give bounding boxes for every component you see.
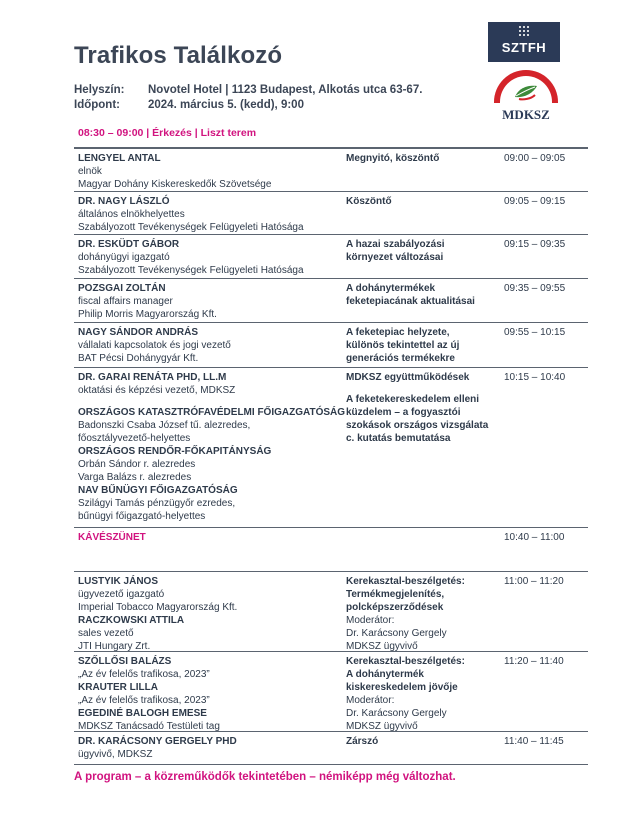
entry-heading: EGEDINÉ BALOGH EMESE <box>78 708 207 719</box>
time-label: Időpont: <box>74 99 120 111</box>
entry-heading: küzdelem – a fogyasztói <box>346 407 461 418</box>
entry-heading: Köszöntő <box>346 196 392 207</box>
entry-line: Imperial Tobacco Magyarország Kft. <box>78 602 238 613</box>
entry-line: oktatási és képzési vezető, MDKSZ <box>78 385 236 396</box>
entry-heading: LENGYEL ANTAL <box>78 153 161 164</box>
entry-line: sales vezető <box>78 628 134 639</box>
entry-heading: A feketekereskedelem elleni <box>346 394 480 405</box>
dots-icon <box>518 25 530 37</box>
topic-cell <box>346 282 496 308</box>
entry-line: Dr. Karácsony Gergely <box>346 628 447 639</box>
entry-heading: ORSZÁGOS KATASZTRÓFAVÉDELMI FŐIGAZGATÓSÁG <box>78 407 346 418</box>
entry-heading: Zárszó <box>346 736 379 747</box>
topic-cell <box>346 575 496 653</box>
entry-line: Magyar Dohány Kiskereskedők Szövetsége <box>78 179 272 190</box>
agenda-row <box>74 732 588 765</box>
agenda-row <box>74 192 588 235</box>
speaker-cell <box>78 195 340 234</box>
agenda-row <box>74 368 588 528</box>
speaker-cell <box>78 371 346 523</box>
time-cell: 09:35 – 09:55 <box>504 283 566 294</box>
entry-line: vállalati kapcsolatok és jogi vezető <box>78 340 231 351</box>
entry-line: BAT Pécsi Dohánygyár Kft. <box>78 353 199 364</box>
entry-line: MDKSZ ügyvivő <box>346 641 418 652</box>
entry-heading: LUSTYIK JÁNOS <box>78 576 159 587</box>
agenda-row <box>74 279 588 323</box>
agenda-row <box>74 235 588 279</box>
entry-line: „Az év felelős trafikosa, 2023” <box>78 695 210 706</box>
entry-line: általános elnökhelyettes <box>78 209 185 220</box>
venue-label: Helyszín: <box>74 84 125 96</box>
entry-heading: A feketepiac helyzete, <box>346 327 450 338</box>
time-cell: 10:15 – 10:40 <box>504 372 566 383</box>
entry-heading: SZŐLLŐSI BALÁZS <box>78 656 172 667</box>
entry-heading: DR. ESKÜDT GÁBOR <box>78 239 180 250</box>
speaker-cell <box>78 282 340 321</box>
entry-line: Szabályozott Tevékenységek Felügyeleti Hatósága <box>78 222 304 233</box>
time-cell: 09:55 – 10:15 <box>504 327 566 338</box>
agenda-row <box>74 149 588 192</box>
tobacco-leaf-icon <box>513 83 539 101</box>
entry-heading: DR. GARAI RENÁTA PHD, LL.M <box>78 372 227 383</box>
topic-cell <box>346 735 496 748</box>
entry-line: Szabályozott Tevékenységek Felügyeleti Hatósága <box>78 265 304 276</box>
arrival-line: 08:30 – 09:00 | Érkezés | Liszt terem <box>78 127 257 139</box>
agenda-row <box>74 323 588 368</box>
sztfh-logo-text: SZTFH <box>501 40 547 55</box>
speaker-cell <box>78 655 340 733</box>
spacer <box>78 397 340 406</box>
entry-line: dohányügyi igazgató <box>78 252 170 263</box>
entry-line: Philip Morris Magyarország Kft. <box>78 309 217 320</box>
time-value: 2024. március 5. (kedd), 9:00 <box>148 99 304 111</box>
entry-heading: KRAUTER LILLA <box>78 682 158 693</box>
agenda-row <box>74 572 588 652</box>
topic-cell <box>346 195 496 208</box>
speaker-cell <box>78 238 340 277</box>
topic-cell <box>346 238 496 264</box>
entry-line: Dr. Karácsony Gergely <box>346 708 447 719</box>
entry-line: Szilágyi Tamás pénzügyőr ezredes, <box>78 498 236 509</box>
entry-heading: RACZKOWSKI ATTILA <box>78 615 185 626</box>
entry-heading: kiskereskedelem jövője <box>346 682 458 693</box>
entry-line: Orbán Sándor r. alezredes <box>78 459 196 470</box>
entry-heading: feketepiacának aktualitásai <box>346 296 475 307</box>
entry-heading: környezet változásai <box>346 252 444 263</box>
topic-cell <box>346 326 496 365</box>
entry-heading: szokások országos vizsgálata <box>346 420 489 431</box>
entry-heading: A hazai szabályozási <box>346 239 445 250</box>
entry-line: MDKSZ Tanácsadó Testületi tag <box>78 721 220 732</box>
speaker-cell <box>78 152 340 191</box>
topic-cell <box>346 655 496 733</box>
venue-value: Novotel Hotel | 1123 Budapest, Alkotás utca 63-67. <box>148 84 423 96</box>
entry-heading: ORSZÁGOS RENDŐR-FŐKAPITÁNYSÁG <box>78 446 272 457</box>
mdksz-logo <box>490 66 562 130</box>
entry-heading: DR. KARÁCSONY GERGELY PHD <box>78 736 237 747</box>
mdksz-logo-text: MDKSZ <box>502 107 550 122</box>
entry-line: Moderátor: <box>346 695 395 706</box>
speaker-cell <box>78 575 340 653</box>
speaker-cell <box>78 735 340 761</box>
agenda-table <box>74 147 588 765</box>
agenda-row <box>74 652 588 732</box>
time-cell: 09:15 – 09:35 <box>504 239 566 250</box>
entry-heading: NAGY SÁNDOR ANDRÁS <box>78 327 199 338</box>
entry-line: Badonszki Csaba József tű. alezredes, <box>78 420 251 431</box>
entry-line: fiscal affairs manager <box>78 296 173 307</box>
topic-cell <box>346 152 496 165</box>
entry-heading: A dohánytermékek <box>346 283 436 294</box>
entry-heading: MDKSZ együttműködések <box>346 372 470 383</box>
entry-heading: c. kutatás bemutatása <box>346 433 451 444</box>
venue-line <box>74 84 422 96</box>
entry-heading: generációs termékekre <box>346 353 455 364</box>
speaker-cell <box>78 531 340 544</box>
time-cell: 09:00 – 09:05 <box>504 153 566 164</box>
time-cell: 11:20 – 11:40 <box>504 656 564 667</box>
entry-line: ügyvezető igazgató <box>78 589 165 600</box>
entry-heading: különös tekintettel az új <box>346 340 460 351</box>
time-cell: 11:00 – 11:20 <box>504 576 564 587</box>
entry-line: KÁVÉSZÜNET <box>78 532 146 543</box>
entry-heading: polcképszerződések <box>346 602 444 613</box>
entry-line: főosztályvezető-helyettes <box>78 433 191 444</box>
spacer <box>346 384 496 393</box>
agenda-row <box>74 528 588 572</box>
page-title: Trafikos Találkozó <box>74 42 283 69</box>
time-cell: 11:40 – 11:45 <box>504 736 564 747</box>
entry-heading: Kerekasztal-beszélgetés: <box>346 656 465 667</box>
entry-line: elnök <box>78 166 102 177</box>
sztfh-logo <box>488 22 560 62</box>
entry-heading: Kerekasztal-beszélgetés: <box>346 576 465 587</box>
entry-heading: POZSGAI ZOLTÁN <box>78 283 166 294</box>
entry-heading: DR. NAGY LÁSZLÓ <box>78 196 170 207</box>
entry-line: Moderátor: <box>346 615 395 626</box>
entry-line: ügyvivő, MDKSZ <box>78 749 153 760</box>
entry-line: JTI Hungary Zrt. <box>78 641 151 652</box>
entry-line: „Az év felelős trafikosa, 2023” <box>78 669 210 680</box>
entry-heading: A dohánytermék <box>346 669 424 680</box>
time-cell: 09:05 – 09:15 <box>504 196 566 207</box>
entry-line: MDKSZ ügyvivő <box>346 721 418 732</box>
entry-line: bűnügyi főigazgató-helyettes <box>78 511 206 522</box>
time-cell: 10:40 – 11:00 <box>504 532 565 543</box>
topic-cell <box>346 371 496 445</box>
entry-heading: Megnyitó, köszöntő <box>346 153 440 164</box>
time-line <box>74 99 304 111</box>
entry-heading: NAV BŰNÜGYI FŐIGAZGATÓSÁG <box>78 485 238 496</box>
footer-note: A program – a közreműködők tekintetében – némiképp még változhat. <box>74 771 456 783</box>
entry-line: Varga Balázs r. alezredes <box>78 472 192 483</box>
speaker-cell <box>78 326 340 365</box>
entry-heading: Termékmegjelenítés, <box>346 589 445 600</box>
